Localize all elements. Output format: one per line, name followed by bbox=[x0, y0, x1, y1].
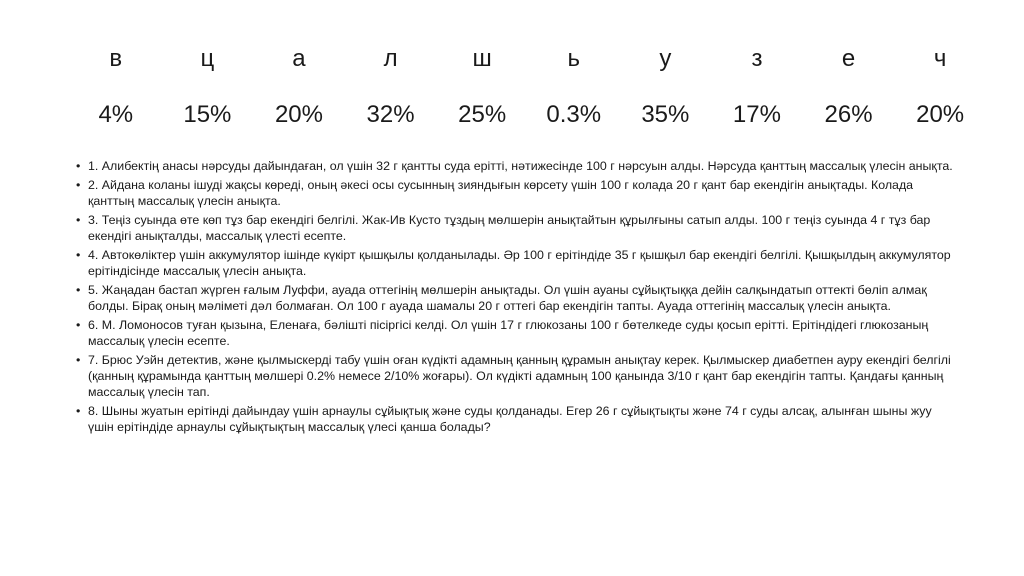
bullet-icon: • bbox=[76, 248, 81, 262]
task-list bbox=[78, 158, 958, 438]
percent-cell: 17% bbox=[732, 101, 781, 128]
bullet-icon: • bbox=[76, 159, 81, 173]
percent-cell: 32% bbox=[366, 101, 415, 128]
percent-cell: 35% bbox=[641, 101, 690, 128]
letter-cell: з bbox=[751, 45, 763, 72]
percents-row bbox=[70, 100, 986, 130]
list-item bbox=[78, 247, 958, 279]
letter-cell: е bbox=[841, 45, 856, 72]
percent-cell: 25% bbox=[458, 101, 507, 128]
task-text: 3. Теңіз суында өте көп тұз бар екендігі белгілі. Жак-Ив Кусто тұздың мөлшерін анықтайтын құрылғыны сатып алды. 100 г теңіз суында 4 г тұз бар екендігі анықталды, массалық үлесті есепте. bbox=[88, 213, 931, 243]
list-item bbox=[78, 212, 958, 244]
letter-cell: а bbox=[292, 45, 306, 72]
list-item bbox=[78, 317, 958, 349]
bullet-icon: • bbox=[76, 404, 81, 418]
bullet-icon: • bbox=[76, 178, 81, 192]
percent-cell: 26% bbox=[824, 101, 873, 128]
letter-cell: ч bbox=[933, 45, 947, 72]
task-text: 6. М. Ломоносов туған қызына, Еленаға, бәлішті пісіргісі келді. Ол үшін 17 г глюкозаны 100 г бөтелкеде суды қосып ерітті. Ерітіндідегі глюкозаның массалық үлесін есепте. bbox=[88, 318, 929, 348]
list-item bbox=[78, 158, 958, 174]
percent-cell: 4% bbox=[98, 101, 134, 128]
letter-cell: в bbox=[109, 45, 123, 72]
task-text: 2. Айдана коланы ішуді жақсы көреді, оның әкесі осы сусынның зияндығын көрсету үшін 100 г колада 20 г қант бар екендігін анықтады. Колада қанттың массалық үлесін анықта. bbox=[88, 178, 914, 208]
percent-cell: 0.3% bbox=[546, 101, 602, 128]
task-text: 1. Алибектің анасы нәрсуды дайындаған, ол үшін 32 г қантты суда ерітті, нәтижесінде 100 г нәрсуын алды. Нәрсуда қанттың массалық үлесін анықта. bbox=[88, 159, 953, 173]
letter-cell: л bbox=[383, 45, 398, 72]
list-item bbox=[78, 177, 958, 209]
bullet-icon: • bbox=[76, 318, 81, 332]
task-text: 5. Жаңадан бастап жүрген ғалым Луффи, ауада оттегінің мөлшерін анықтады. Ол үшін ауаны сұйықтыққа дейін салқындатып оттекті бөліп алмақ болды. Бірақ оның мәліметі дәл болмаған. Ол 100 г ауада шамалы 20 г оттегі бар екендігін тапты. Ауада оттегінің массалық үлесін анықта. bbox=[88, 283, 927, 313]
percent-cell: 20% bbox=[274, 101, 323, 128]
bullet-icon: • bbox=[76, 283, 81, 297]
task-text: 7. Брюс Уэйн детектив, және қылмыскерді табу үшін оған күдікті адамның қанның құрамын анықтау керек. Қылмыскер диабетпен ауру екендігі белгілі (қанның құрамында қанттың мөлшері 0.2% немесе 2/10% жоғары). Ол күдікті адамның 100 қанында 3/10 г қант бар екендігін тапты. Қандағы қанның массалық үлесін тап. bbox=[88, 353, 951, 399]
list-item bbox=[78, 282, 958, 314]
letter-cell: ц bbox=[200, 45, 215, 72]
percent-cell: 15% bbox=[183, 101, 232, 128]
list-item bbox=[78, 352, 958, 400]
list-item bbox=[78, 403, 958, 435]
task-text: 8. Шыны жуатын ерітінді дайындау үшін арнаулы сұйықтық және суды қолданады. Егер 26 г сұйықтықты және 74 г суды алсақ, алынған шыны жуу үшін ерітіндіде арнаулы сұйықтықтың массалық үлесі қанша болады? bbox=[88, 404, 932, 434]
letter-cell: ь bbox=[567, 45, 581, 72]
bullet-icon: • bbox=[76, 213, 81, 227]
letters-row bbox=[70, 44, 986, 74]
percent-cell: 20% bbox=[916, 101, 965, 128]
bullet-icon: • bbox=[76, 353, 81, 367]
letter-cell: ш bbox=[472, 45, 492, 72]
letter-cell: у bbox=[659, 45, 672, 72]
task-text: 4. Автокөліктер үшін аккумулятор ішінде күкірт қышқылы қолданылады. Әр 100 г ерітіндіде 35 г қышқыл бар екендігі белгілі. Қышқылдың аккумулятор ерітіндісінде массалық үлесін анықта. bbox=[88, 248, 951, 278]
